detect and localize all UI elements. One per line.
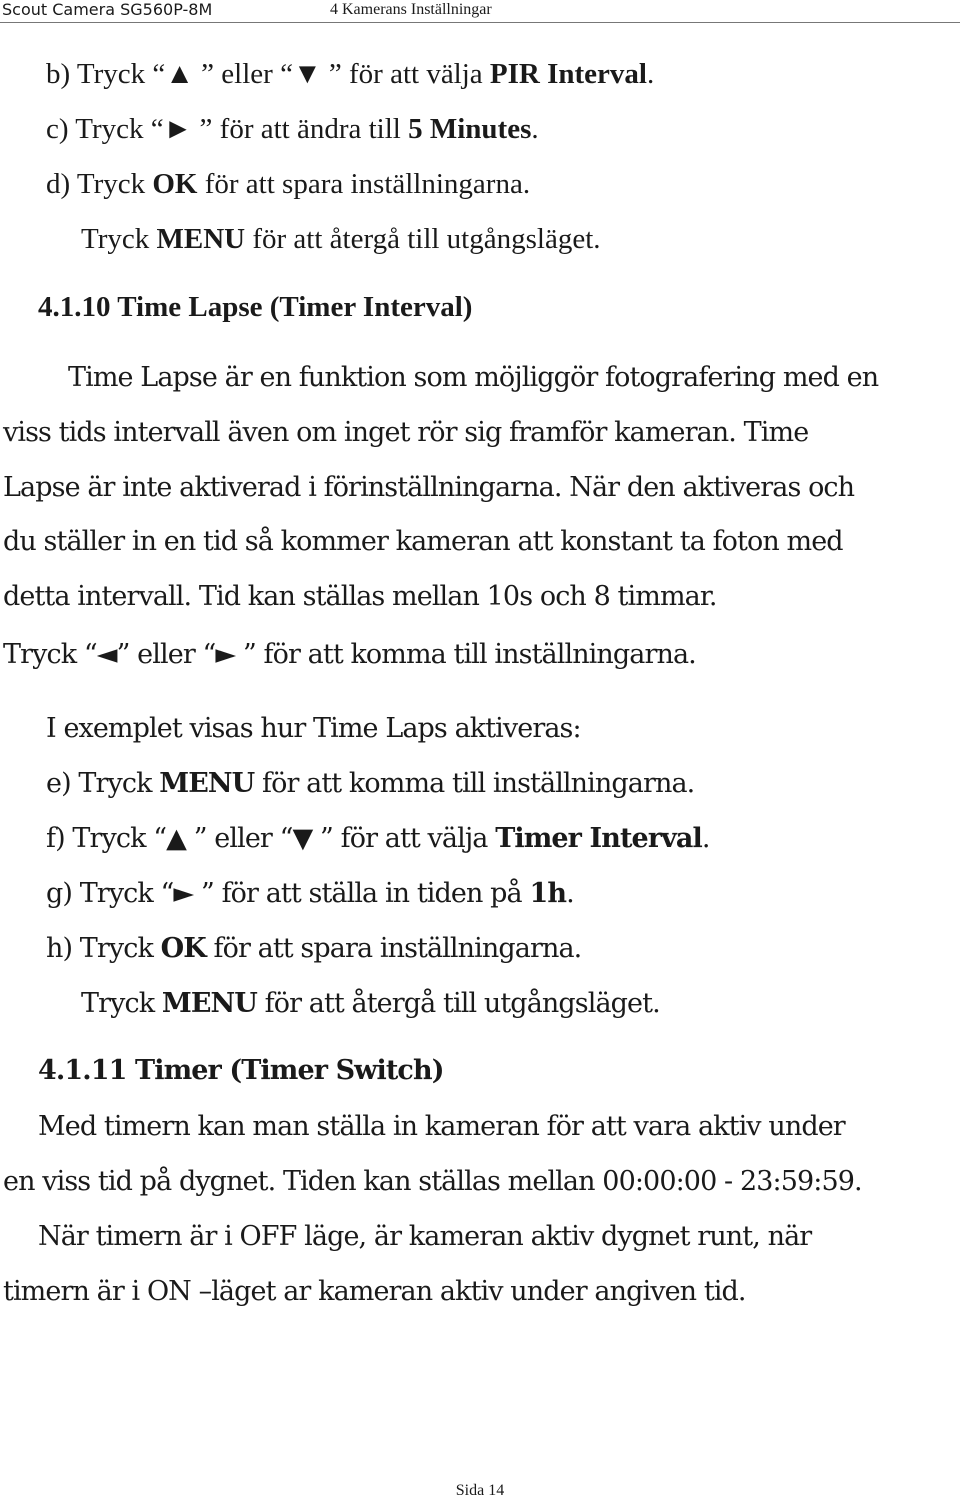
- paragraph-line: du ställer in en tid så kommer kameran att konstant ta foton med: [3, 526, 843, 557]
- header-chapter: 4 Kamerans Inställningar: [330, 1, 492, 18]
- step-b: b) Tryck “▲ ” eller “▼ ” för att välja PIR Interval.: [46, 58, 655, 90]
- paragraph-line: Lapse är inte aktiverad i förinställningarna. När den aktiveras och: [3, 472, 855, 503]
- header-title: Scout Camera SG560P-8M: [2, 0, 213, 19]
- step-f: f) Tryck “▲ ” eller “▼ ” för att välja Timer Interval.: [46, 823, 710, 854]
- step-e: e) Tryck MENU för att komma till inställningarna.: [46, 768, 695, 799]
- paragraph-line: Time Lapse är en funktion som möjliggör fotografering med en: [68, 362, 879, 393]
- paragraph-line: detta intervall. Tid kan ställas mellan 10s och 8 timmar.: [3, 581, 717, 612]
- section-heading-time-lapse: 4.1.10 Time Lapse (Timer Interval): [38, 291, 473, 323]
- step-d-menu: Tryck MENU för att återgå till utgångsläget.: [81, 223, 601, 255]
- example-intro: I exemplet visas hur Time Laps aktiveras:: [46, 713, 581, 744]
- page-footer: [0, 1482, 960, 1500]
- paragraph-line: timern är i ON –läget ar kameran aktiv under angiven tid.: [3, 1276, 746, 1307]
- paragraph-line: Med timern kan man ställa in kameran för att vara aktiv under: [38, 1111, 845, 1142]
- paragraph-line: När timern är i OFF läge, är kameran aktiv dygnet runt, när: [38, 1221, 812, 1252]
- step-h: h) Tryck OK för att spara inställningarna.: [46, 933, 582, 964]
- page-header: [0, 0, 960, 23]
- paragraph-line: en viss tid på dygnet. Tiden kan ställas mellan 00:00:00 - 23:59:59.: [3, 1166, 862, 1197]
- step-c: c) Tryck “► ” för att ändra till 5 Minutes.: [46, 113, 539, 145]
- step-h-menu: Tryck MENU för att återgå till utgångsläget.: [81, 988, 660, 1019]
- section-heading-timer: 4.1.11 Timer (Timer Switch): [38, 1055, 444, 1086]
- paragraph-line: Tryck “◄” eller “► ” för att komma till inställningarna.: [3, 639, 696, 670]
- step-d: d) Tryck OK för att spara inställningarna.: [46, 168, 531, 200]
- paragraph-line: viss tids intervall även om inget rör sig framför kameran. Time: [3, 417, 809, 448]
- page-number: Sida 14: [455, 1482, 505, 1499]
- step-g: g) Tryck “► ” för att ställa in tiden på 1h.: [46, 878, 574, 909]
